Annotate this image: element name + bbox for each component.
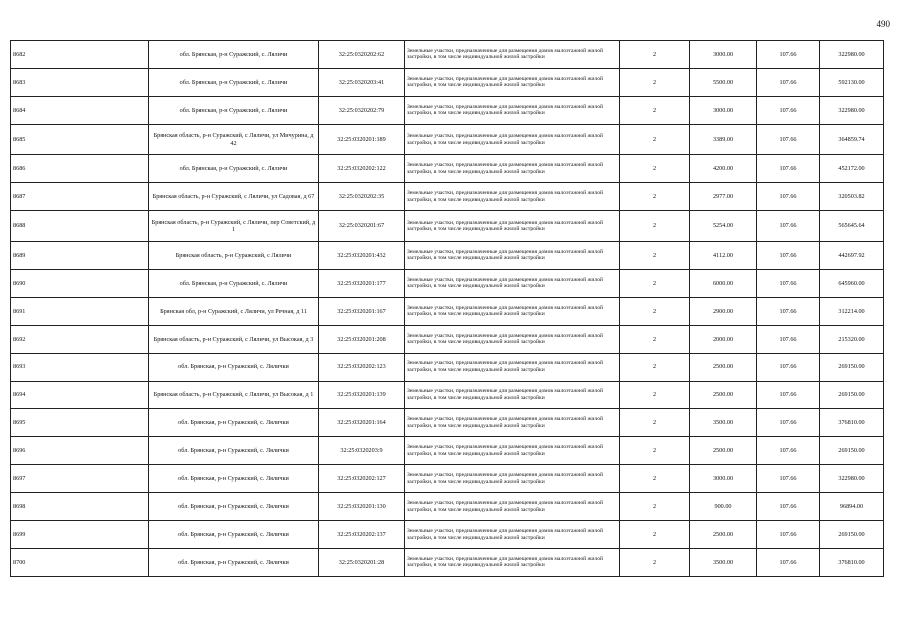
area-cell: 2000.00 (690, 325, 757, 353)
table-row (11, 183, 884, 211)
area-cell: 900.00 (690, 493, 757, 521)
land-use-category-cell: Земельные участки, предназначенные для размещения домов малоэтажной жилой застройки, в том числе индивидуальной жилой застройки (405, 96, 620, 124)
land-use-category-cell: Земельные участки, предназначенные для размещения домов малоэтажной жилой застройки, в том числе индивидуальной жилой застройки (405, 353, 620, 381)
row-number: 8692 (11, 325, 149, 353)
address-cell: обл. Брянская, р-н Суражский, с. Лялички (149, 465, 319, 493)
area-cell: 2900.00 (690, 297, 757, 325)
cadastral-number-cell: 32:25:0320202:137 (319, 521, 405, 549)
row-number: 8695 (11, 409, 149, 437)
land-use-category-cell: Земельные участки, предназначенные для размещения домов малоэтажной жилой застройки, в том числе индивидуальной жилой застройки (405, 124, 620, 155)
area-cell: 3000.00 (690, 465, 757, 493)
table-row (11, 381, 884, 409)
row-number: 8696 (11, 437, 149, 465)
address-cell: Брянская обл, р-н Суражский, с Ляличи, ул Речная, д 11 (149, 297, 319, 325)
table-row (11, 353, 884, 381)
area-cell: 3000.00 (690, 41, 757, 69)
row-number: 8685 (11, 124, 149, 155)
area-cell: 2977.00 (690, 183, 757, 211)
specific-value-cell: 107.66 (757, 211, 820, 242)
area-cell: 2500.00 (690, 381, 757, 409)
cadastral-number-cell: 32:25:0320202:123 (319, 353, 405, 381)
cadastral-value-cell: 645960.00 (820, 269, 884, 297)
specific-value-cell: 107.66 (757, 183, 820, 211)
cadastral-value-cell: 452172.00 (820, 155, 884, 183)
group-number-cell: 2 (620, 41, 690, 69)
row-number: 8694 (11, 381, 149, 409)
specific-value-cell: 107.66 (757, 155, 820, 183)
address-cell: обл. Брянская, р-н Суражский, с. Лялички (149, 409, 319, 437)
cadastral-number-cell: 32:25:0320202:35 (319, 183, 405, 211)
cadastral-value-cell: 269150.00 (820, 437, 884, 465)
cadastral-number-cell: 32:25:0320201:167 (319, 297, 405, 325)
specific-value-cell: 107.66 (757, 41, 820, 69)
address-cell: Брянская область, р-н Суражский, с Ляличи, ул Высокая, д 3 (149, 325, 319, 353)
address-cell: Брянская область, р-н Суражский, с Ляличи (149, 242, 319, 270)
row-number: 8697 (11, 465, 149, 493)
specific-value-cell: 107.66 (757, 325, 820, 353)
table-row (11, 211, 884, 242)
row-number: 8690 (11, 269, 149, 297)
specific-value-cell: 107.66 (757, 493, 820, 521)
cadastral-value-cell: 96894.00 (820, 493, 884, 521)
table-row (11, 41, 884, 69)
group-number-cell: 2 (620, 437, 690, 465)
specific-value-cell: 107.66 (757, 437, 820, 465)
address-cell: обл. Брянская, р-н Суражский, с. Ляличи (149, 41, 319, 69)
cadastral-value-cell: 215320.00 (820, 325, 884, 353)
cadastral-number-cell: 32:25:0320202:79 (319, 96, 405, 124)
land-use-category-cell: Земельные участки, предназначенные для размещения домов малоэтажной жилой застройки, в том числе индивидуальной жилой застройки (405, 183, 620, 211)
group-number-cell: 2 (620, 353, 690, 381)
specific-value-cell: 107.66 (757, 297, 820, 325)
row-number: 8693 (11, 353, 149, 381)
area-cell: 2500.00 (690, 521, 757, 549)
area-cell: 5254.00 (690, 211, 757, 242)
cadastral-value-cell: 312214.00 (820, 297, 884, 325)
group-number-cell: 2 (620, 325, 690, 353)
specific-value-cell: 107.66 (757, 353, 820, 381)
specific-value-cell: 107.66 (757, 96, 820, 124)
table-row (11, 297, 884, 325)
table-row (11, 493, 884, 521)
table-row (11, 96, 884, 124)
group-number-cell: 2 (620, 155, 690, 183)
group-number-cell: 2 (620, 465, 690, 493)
cadastral-number-cell: 32:25:0320203:41 (319, 68, 405, 96)
cadastral-value-cell: 269150.00 (820, 381, 884, 409)
group-number-cell: 2 (620, 124, 690, 155)
cadastral-number-cell: 32:25:0320201:28 (319, 548, 405, 576)
cadastral-value-cell: 592130.00 (820, 68, 884, 96)
area-cell: 2500.00 (690, 353, 757, 381)
address-cell: обл. Брянская, р-н Суражский, с. Лялички (149, 437, 319, 465)
group-number-cell: 2 (620, 269, 690, 297)
address-cell: обл. Брянская, р-н Суражский, с. Лялички (149, 548, 319, 576)
group-number-cell: 2 (620, 381, 690, 409)
address-cell: обл. Брянская, р-н Суражский, с. Ляличи (149, 68, 319, 96)
row-number: 8688 (11, 211, 149, 242)
specific-value-cell: 107.66 (757, 269, 820, 297)
address-cell: обл. Брянская, р-н Суражский, с. Лялички (149, 493, 319, 521)
group-number-cell: 2 (620, 521, 690, 549)
land-use-category-cell: Земельные участки, предназначенные для размещения домов малоэтажной жилой застройки, в том числе индивидуальной жилой застройки (405, 41, 620, 69)
land-use-category-cell: Земельные участки, предназначенные для размещения домов малоэтажной жилой застройки, в том числе индивидуальной жилой застройки (405, 155, 620, 183)
row-number: 8683 (11, 68, 149, 96)
cadastral-value-cell: 442697.92 (820, 242, 884, 270)
table-row (11, 242, 884, 270)
cadastral-number-cell: 32:25:0320201:67 (319, 211, 405, 242)
land-use-category-cell: Земельные участки, предназначенные для размещения домов малоэтажной жилой застройки, в том числе индивидуальной жилой застройки (405, 325, 620, 353)
address-cell: обл. Брянская, р-н Суражский, с. Ляличи (149, 155, 319, 183)
cadastral-value-cell: 322980.00 (820, 96, 884, 124)
cadastral-value-cell: 376810.00 (820, 409, 884, 437)
land-use-category-cell: Земельные участки, предназначенные для размещения домов малоэтажной жилой застройки, в том числе индивидуальной жилой застройки (405, 211, 620, 242)
cadastral-number-cell: 32:25:0320202:127 (319, 465, 405, 493)
cadastral-number-cell: 32:25:0320201:164 (319, 409, 405, 437)
address-cell: Брянская область, р-н Суражский, с Ляличи, ул Высокая, д 1 (149, 381, 319, 409)
address-cell: Брянская область, р-н Суражский, с Ляличи, пер Советский, д 1 (149, 211, 319, 242)
row-number: 8699 (11, 521, 149, 549)
cadastral-value-cell: 322980.00 (820, 465, 884, 493)
table-row (11, 548, 884, 576)
group-number-cell: 2 (620, 297, 690, 325)
land-use-category-cell: Земельные участки, предназначенные для размещения домов малоэтажной жилой застройки, в том числе индивидуальной жилой застройки (405, 381, 620, 409)
row-number: 8691 (11, 297, 149, 325)
address-cell: Брянская область, р-н Суражский, с Ляличи, ул Мичурина, д 42 (149, 124, 319, 155)
specific-value-cell: 107.66 (757, 381, 820, 409)
cadastral-number-cell: 32:25:0320201:130 (319, 493, 405, 521)
cadastral-number-cell: 32:25:0320201:208 (319, 325, 405, 353)
land-use-category-cell: Земельные участки, предназначенные для размещения домов малоэтажной жилой застройки, в том числе индивидуальной жилой застройки (405, 68, 620, 96)
table-row (11, 68, 884, 96)
area-cell: 5500.00 (690, 68, 757, 96)
table-row (11, 521, 884, 549)
area-cell: 3000.00 (690, 96, 757, 124)
group-number-cell: 2 (620, 68, 690, 96)
area-cell: 4112.00 (690, 242, 757, 270)
area-cell: 3500.00 (690, 548, 757, 576)
land-use-category-cell: Земельные участки, предназначенные для размещения домов малоэтажной жилой застройки, в том числе индивидуальной жилой застройки (405, 521, 620, 549)
land-use-category-cell: Земельные участки, предназначенные для размещения домов малоэтажной жилой застройки, в том числе индивидуальной жилой застройки (405, 548, 620, 576)
cadastral-number-cell: 32:25:0320201:139 (319, 381, 405, 409)
table-row (11, 269, 884, 297)
specific-value-cell: 107.66 (757, 465, 820, 493)
group-number-cell: 2 (620, 548, 690, 576)
row-number: 8689 (11, 242, 149, 270)
address-cell: обл. Брянская, р-н Суражский, с. Ляличи (149, 96, 319, 124)
specific-value-cell: 107.66 (757, 68, 820, 96)
land-use-category-cell: Земельные участки, предназначенные для размещения домов малоэтажной жилой застройки, в том числе индивидуальной жилой застройки (405, 409, 620, 437)
address-cell: Брянская область, р-н Суражский, с Ляличи, ул Садовая, д 67 (149, 183, 319, 211)
group-number-cell: 2 (620, 96, 690, 124)
table-row (11, 465, 884, 493)
cadastral-number-cell: 32:25:0320201:432 (319, 242, 405, 270)
cadastral-number-cell: 32:25:0320201:189 (319, 124, 405, 155)
land-use-category-cell: Земельные участки, предназначенные для размещения домов малоэтажной жилой застройки, в том числе индивидуальной жилой застройки (405, 297, 620, 325)
specific-value-cell: 107.66 (757, 521, 820, 549)
address-cell: обл. Брянская, р-н Суражский, с. Ляличи (149, 269, 319, 297)
group-number-cell: 2 (620, 211, 690, 242)
group-number-cell: 2 (620, 183, 690, 211)
area-cell: 4200.00 (690, 155, 757, 183)
area-cell: 3500.00 (690, 409, 757, 437)
row-number: 8698 (11, 493, 149, 521)
specific-value-cell: 107.66 (757, 548, 820, 576)
area-cell: 6000.00 (690, 269, 757, 297)
row-number: 8684 (11, 96, 149, 124)
land-use-category-cell: Земельные участки, предназначенные для размещения домов малоэтажной жилой застройки, в том числе индивидуальной жилой застройки (405, 242, 620, 270)
cadastral-value-cell: 565645.64 (820, 211, 884, 242)
specific-value-cell: 107.66 (757, 124, 820, 155)
cadastral-number-cell: 32:25:0320203:9 (319, 437, 405, 465)
table-row (11, 124, 884, 155)
row-number: 8682 (11, 41, 149, 69)
table-row (11, 409, 884, 437)
row-number: 8700 (11, 548, 149, 576)
table-row (11, 325, 884, 353)
specific-value-cell: 107.66 (757, 242, 820, 270)
cadastral-number-cell: 32:25:0320202:122 (319, 155, 405, 183)
page-number: 490 (876, 19, 890, 29)
cadastral-value-cell: 364859.74 (820, 124, 884, 155)
cadastral-value-cell: 322980.00 (820, 41, 884, 69)
group-number-cell: 2 (620, 493, 690, 521)
cadastral-value-cell: 320503.82 (820, 183, 884, 211)
cadastral-value-cell: 269150.00 (820, 353, 884, 381)
land-use-category-cell: Земельные участки, предназначенные для размещения домов малоэтажной жилой застройки, в том числе индивидуальной жилой застройки (405, 465, 620, 493)
cadastral-value-cell: 376810.00 (820, 548, 884, 576)
land-use-category-cell: Земельные участки, предназначенные для размещения домов малоэтажной жилой застройки, в том числе индивидуальной жилой застройки (405, 493, 620, 521)
group-number-cell: 2 (620, 242, 690, 270)
address-cell: обл. Брянская, р-н Суражский, с. Лялички (149, 521, 319, 549)
land-use-category-cell: Земельные участки, предназначенные для размещения домов малоэтажной жилой застройки, в том числе индивидуальной жилой застройки (405, 269, 620, 297)
land-plot-registry-table (10, 40, 884, 577)
area-cell: 2500.00 (690, 437, 757, 465)
table-row (11, 155, 884, 183)
group-number-cell: 2 (620, 409, 690, 437)
row-number: 8687 (11, 183, 149, 211)
row-number: 8686 (11, 155, 149, 183)
cadastral-number-cell: 32:25:0320201:177 (319, 269, 405, 297)
table-row (11, 437, 884, 465)
specific-value-cell: 107.66 (757, 409, 820, 437)
cadastral-value-cell: 269150.00 (820, 521, 884, 549)
cadastral-number-cell: 32:25:0320202:62 (319, 41, 405, 69)
area-cell: 3389.00 (690, 124, 757, 155)
address-cell: обл. Брянская, р-н Суражский, с. Лялички (149, 353, 319, 381)
land-use-category-cell: Земельные участки, предназначенные для размещения домов малоэтажной жилой застройки, в том числе индивидуальной жилой застройки (405, 437, 620, 465)
